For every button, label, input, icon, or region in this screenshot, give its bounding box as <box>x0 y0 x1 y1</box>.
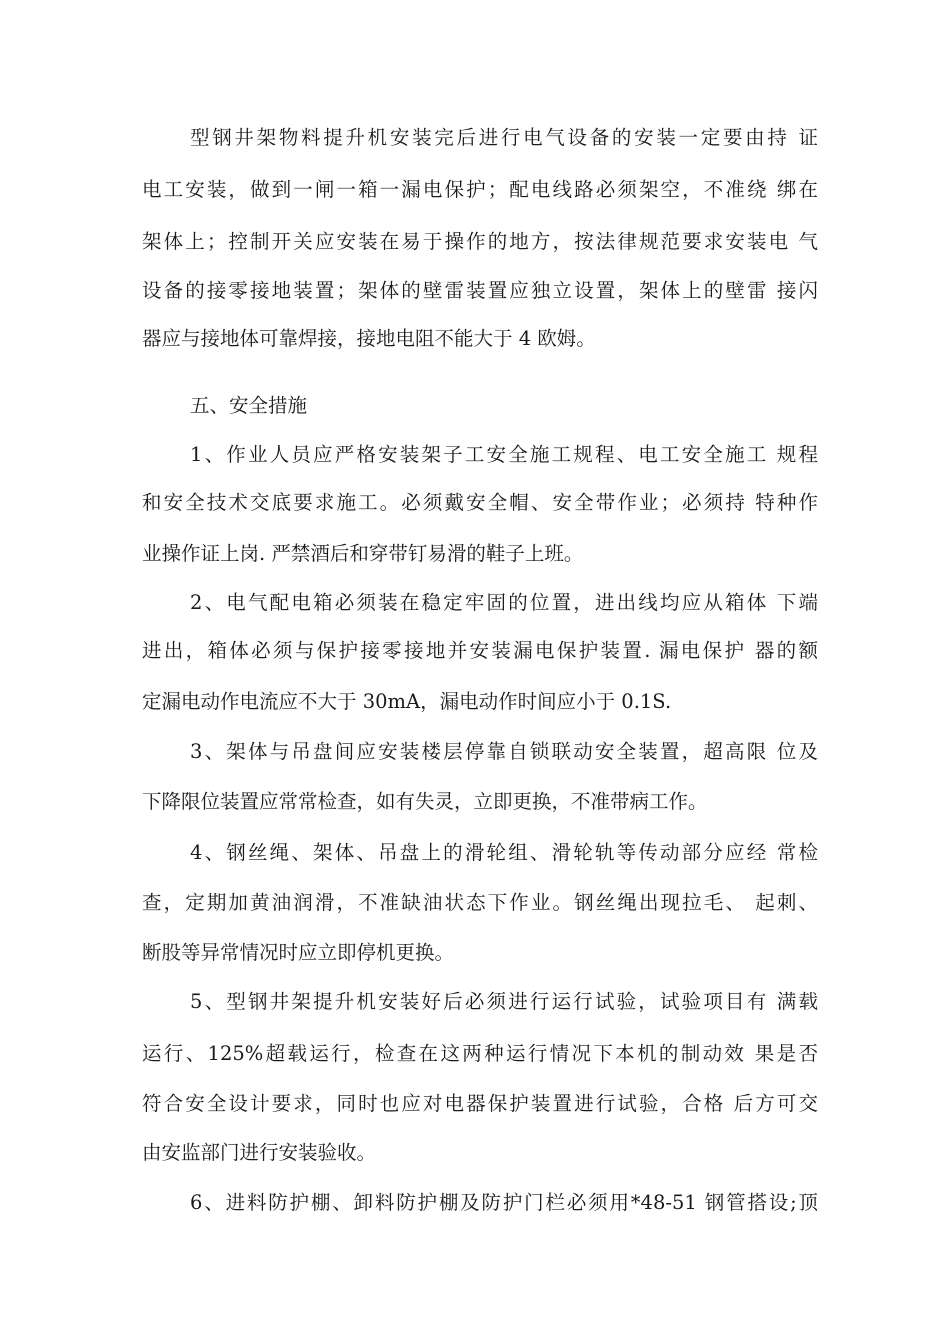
text-line: 3、架体与吊盘间应安装楼层停靠自锁联动安全装置，超高限 位及 <box>190 740 818 763</box>
text-line: 2、电气配电箱必须装在稳定牢固的位置，进出线均应从箱体 下端 <box>190 591 818 614</box>
text-line: 由安监部门进行安装验收。 <box>142 1141 377 1164</box>
text-line: 断股等异常情况时应立即停机更换。 <box>142 941 455 964</box>
text-line: 4、钢丝绳、架体、吊盘上的滑轮组、滑轮轨等传动部分应经 常检 <box>190 841 818 864</box>
text-line: 6、进料防护棚、卸料防护棚及防护门栏必须用*48-51 钢管搭设;顶 <box>190 1191 818 1214</box>
text-line: 符合安全设计要求，同时也应对电器保护装置进行试验，合格 后方可交 <box>142 1092 818 1115</box>
text-line: 定漏电动作电流应不大于 30mA，漏电动作时间应小于 0.1S. <box>142 690 672 713</box>
text-line: 查，定期加黄油润滑，不准缺油状态下作业。钢丝绳出现拉毛、 起刺、 <box>142 891 818 914</box>
text-line: 型钢井架物料提升机安装完后进行电气设备的安装一定要由持 证 <box>190 126 818 149</box>
text-line: 1、作业人员应严格安装架子工安全施工规程、电工安全施工 规程 <box>190 443 818 466</box>
text-line: 进出，箱体必须与保护接零接地并安装漏电保护装置. 漏电保护 器的额 <box>142 639 818 662</box>
text-line: 5、型钢井架提升机安装好后必须进行运行试验，试验项目有 满载 <box>190 990 818 1013</box>
text-line: 下降限位装置应常常检查，如有失灵，立即更换，不准带病工作。 <box>142 790 708 813</box>
section-heading: 五、安全措施 <box>190 394 308 417</box>
text-line: 业操作证上岗. 严禁酒后和穿带钉易滑的鞋子上班。 <box>142 542 584 565</box>
text-line: 设备的接零接地装置；架体的壁雷装置应独立设置，架体上的壁雷 接闪 <box>142 279 818 302</box>
text-line: 器应与接地体可靠焊接，接地电阻不能大于 4 欧姆。 <box>142 327 596 350</box>
text-line: 和安全技术交底要求施工。必须戴安全帽、安全带作业；必须持 特种作 <box>142 491 818 514</box>
text-line: 架体上；控制开关应安装在易于操作的地方，按法律规范要求安装电 气 <box>142 230 818 253</box>
text-line: 电工安装，做到一闸一箱一漏电保护；配电线路必须架空，不准绕 绑在 <box>142 178 818 201</box>
text-line: 运行、125%超载运行，检查在这两种运行情况下本机的制动效 果是否 <box>142 1042 818 1065</box>
